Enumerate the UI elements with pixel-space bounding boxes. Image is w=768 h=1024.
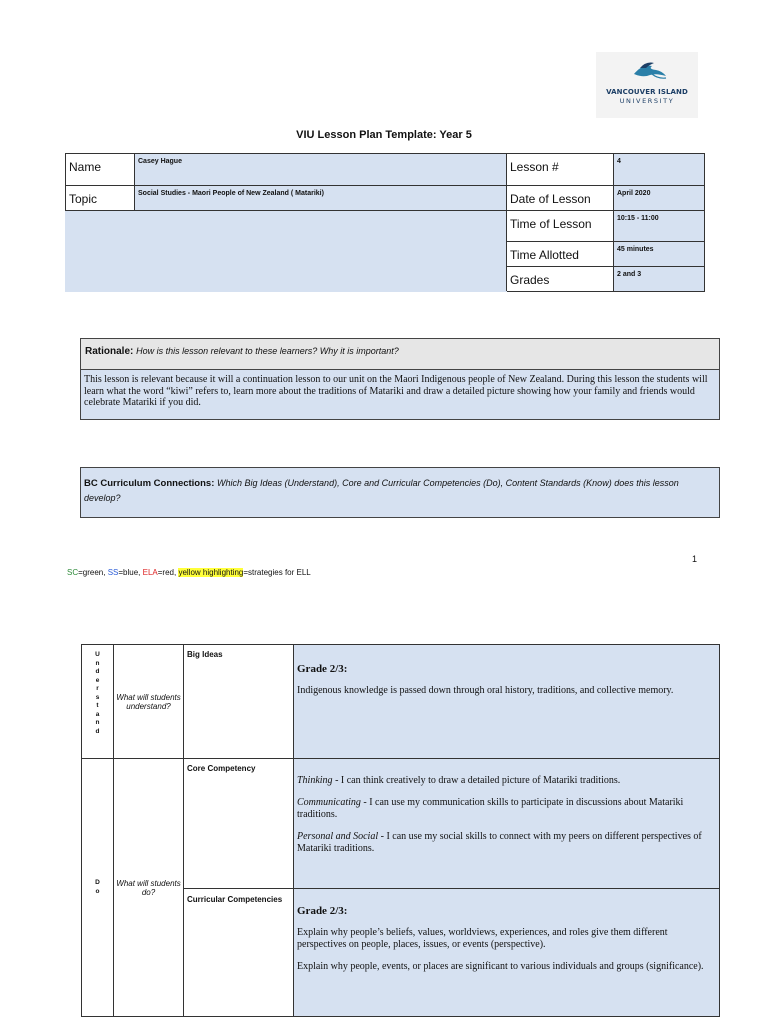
bc-curriculum-box (80, 467, 720, 518)
thinking-text: - I can think creatively to draw a detailed picture of Matariki traditions. (332, 775, 621, 786)
do-vertical (82, 759, 114, 1017)
understand-letter: a (95, 710, 100, 718)
date-value: April 2020 (614, 186, 705, 211)
bc-prompt: Which Big Ideas (Understand), Core and Curricular Competencies (Do), Content Standards (Know) does this lesson develop? (84, 478, 679, 503)
grades-value: 2 and 3 (614, 267, 705, 292)
curricular-item-1: Explain why people’s beliefs, values, worldviews, experiences, and roles give them different perspectives on people, places, issues, or events (perspective). (297, 927, 668, 950)
grades-label: Grades (507, 267, 614, 292)
curricular-item-2: Explain why people, events, or places are significant to various individuals and groups (significance). (297, 961, 704, 972)
big-ideas-content (294, 645, 720, 759)
curricular-content (294, 889, 720, 1017)
do-letter: D (95, 879, 100, 886)
legend-sc: SC (67, 568, 79, 577)
thinking-label: Thinking (297, 775, 333, 786)
logo-line1: VANCOUVER ISLAND (606, 88, 688, 96)
understand-vertical (82, 645, 114, 759)
understand-letter: U (95, 651, 100, 658)
legend-sc-text: =green, (78, 568, 108, 577)
core-competency-label: Core Competency (184, 759, 294, 889)
understand-letter: d (95, 668, 100, 675)
lesson-label: Lesson # (507, 154, 614, 186)
curricular-grade: Grade 2/3: (297, 905, 348, 917)
communicating-text: - I can use my communication skills to participate in discussions about Matariki traditions. (297, 797, 684, 820)
rationale-body (80, 369, 720, 420)
topic-label: Topic (66, 186, 135, 211)
rationale-text: This lesson is relevant because it will a continuation lesson to our unit on the Maori Indigenous people of New Zealand. During this lesson the students will learn what the word “kiwi” refers to, learn more about the traditions of Matariki and draw a detailed picture showing how your family and friends would celebrate Matariki if you did. (84, 374, 708, 408)
curricular-competencies-label: Curricular Competencies (184, 889, 294, 1017)
blank-area (66, 211, 507, 292)
understand-letter: d (95, 727, 100, 735)
legend-ss: SS (107, 568, 119, 577)
name-label: Name (66, 154, 135, 186)
do-letter: o (95, 887, 100, 895)
understand-letter: n (95, 719, 100, 726)
understand-question: What will students understand? (114, 645, 184, 759)
color-legend (67, 568, 311, 577)
big-ideas-grade: Grade 2/3: (297, 663, 348, 675)
topic-value: Social Studies - Maori People of New Zealand ( Matariki) (135, 186, 507, 211)
understand-letter: r (96, 685, 99, 692)
personal-social-item (297, 831, 714, 855)
legend-highlight: yellow highlighting (178, 568, 244, 577)
personal-social-label: Personal and Social (297, 831, 379, 842)
bc-label: BC Curriculum Connections: (84, 478, 215, 489)
big-ideas-label: Big Ideas (184, 645, 294, 759)
understand-letter: t (96, 702, 99, 709)
legend-rest: =strategies for ELL (243, 568, 311, 577)
thinking-item (297, 775, 714, 787)
communicating-label: Communicating (297, 797, 361, 808)
document-title: VIU Lesson Plan Template: Year 5 (296, 129, 472, 141)
rationale-header: Rationale: How is this lesson relevant to these learners? Why it is important? (80, 338, 720, 370)
understand-letter: e (95, 676, 100, 684)
time-value: 10:15 - 11:00 (614, 211, 705, 242)
legend-ela: ELA (142, 568, 158, 577)
understand-letter: n (95, 659, 100, 667)
time-label: Time of Lesson (507, 211, 614, 242)
big-ideas-text: Indigenous knowledge is passed down through oral history, traditions, and collective memory. (297, 685, 674, 696)
rationale-prompt: How is this lesson relevant to these learners? Why it is important? (136, 346, 399, 356)
logo-line2: UNIVERSITY (619, 97, 675, 105)
personal-social-text: - I can use my social skills to connect with my peers on different perspectives of Matariki traditions. (297, 831, 702, 854)
communicating-item (297, 797, 714, 821)
legend-ela-text: =red, (157, 568, 179, 577)
viu-logo (596, 52, 698, 118)
core-competency-content (294, 759, 720, 889)
do-question: What will students do? (114, 759, 184, 1017)
understand-letter: s (95, 693, 100, 701)
lesson-info-table (65, 153, 705, 292)
legend-ss-text: =blue, (118, 568, 143, 577)
allotted-label: Time Allotted (507, 242, 614, 267)
name-value: Casey Hague (135, 154, 507, 186)
page-number: 1 (692, 554, 698, 564)
heron-logo-icon (596, 52, 698, 88)
date-label: Date of Lesson (507, 186, 614, 211)
lesson-value: 4 (614, 154, 705, 186)
rationale-label: Rationale (85, 346, 131, 357)
allotted-value: 45 minutes (614, 242, 705, 267)
curriculum-table (81, 644, 720, 1017)
